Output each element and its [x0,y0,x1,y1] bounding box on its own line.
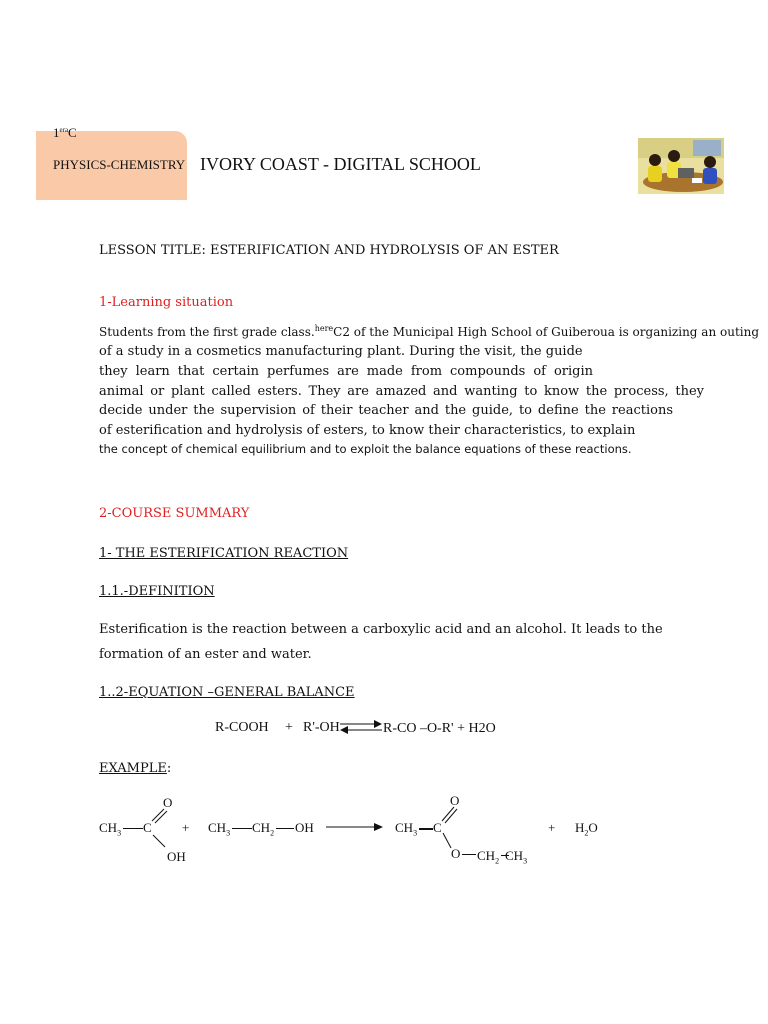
acid-ch3: $CH_3$ [99,820,122,838]
definition-heading: 1.1.-DEFINITION [99,584,215,599]
equation-products: R-CO –O-R' + H2O [383,721,496,736]
learning-situation-line-6: of esterification and hydrolysis of esters, to know their characteristics, to explain [99,423,636,438]
acid-bond-c-c [123,828,143,829]
ester-oxygen: O [451,846,461,861]
equation-plus: + [285,720,293,735]
definition-line-2: formation of an ester and water. [99,647,312,662]
ethanol-bond-1 [232,828,252,829]
acid-oxygen: O [163,795,173,810]
subject-label: PHYSICS-CHEMISTRY [53,157,186,172]
ester-ch2: $CH_2$ [477,848,500,866]
grade-label: $1^{era}C$ [53,125,77,140]
equation-reactant-acid: R-COOH [215,720,269,735]
school-title: IVORY COAST - DIGITAL SCHOOL [200,154,481,174]
ethanol-oh: OH [295,820,314,835]
acid-hydroxyl: OH [167,849,186,864]
ester-ch3-end: $CH_3$ [505,848,528,866]
learning-situation-line-7: the concept of chemical equilibrium and to exploit the balance equations of these reactions. [99,442,632,456]
ethanol-ch3: $CH_3$ [208,820,231,838]
example-plus-1: + [182,820,190,835]
acid-bonds [148,805,168,850]
lesson-title: LESSON TITLE: ESTERIFICATION AND HYDROLYSIS OF AN ESTER [99,243,559,258]
learning-situation-line-5: decide under the supervision of their teacher and the guide, to define the reactions [99,403,673,418]
ester-carbonyl-oxygen: O [450,793,460,808]
learning-situation-line-1: Students from the first grade class.$^{here}$C2 of the Municipal High School of Guiberoua is organizing an outing [99,324,760,339]
ethanol-ch2: $CH_2$ [252,820,275,838]
acid-carbon: C [143,820,152,835]
equilibrium-arrow-icon [338,718,384,736]
learning-situation-line-4: animal or plant called esters. They are amazed and wanting to know the process, they [99,384,704,399]
learning-situation-line-3: they learn that certain perfumes are made from compounds of origin [99,364,593,379]
learning-situation-line-2: of a study in a cosmetics manufacturing plant. During the visit, the guide [99,344,583,359]
equation-reactant-alcohol: R'-OH [303,720,340,735]
definition-line-1: Esterification is the reaction between a carboxylic acid and an alcohol. It leads to the [99,622,663,637]
example-plus-2: + [548,820,556,835]
water: $H_2O$ [575,820,598,838]
example-label: EXAMPLE: [99,761,172,776]
students-photo [638,138,724,194]
ethanol-bond-2 [276,828,294,829]
ester-bond-o-c [462,854,476,855]
ester-ch3: $CH_3$ [395,820,418,838]
reaction-arrow-icon [326,821,384,833]
learning-situation-heading: 1-Learning situation [99,295,234,310]
course-summary-heading: 2-COURSE SUMMARY [99,506,250,521]
ester-bond-c-c [419,828,433,830]
section-esterification-heading: 1- THE ESTERIFICATION REACTION [99,546,349,561]
equation-heading: 1..2-EQUATION –GENERAL BALANCE [99,685,355,700]
ester-carbon: C [433,820,442,835]
